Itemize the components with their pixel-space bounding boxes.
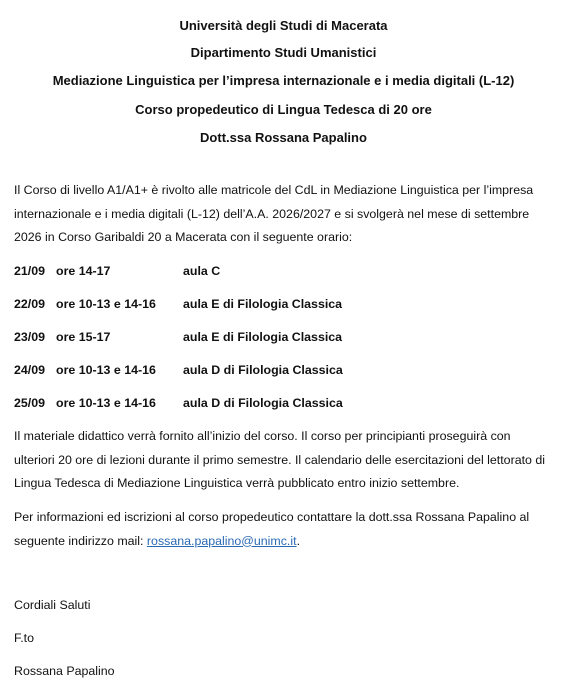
closing-greeting: Cordiali Saluti bbox=[14, 598, 91, 612]
teacher-name: Dott.ssa Rossana Papalino bbox=[200, 130, 367, 145]
schedule-time: ore 14-17 bbox=[56, 264, 111, 278]
department-name: Dipartimento Studi Umanistici bbox=[190, 45, 377, 60]
materials-paragraph: Il materiale didattico verrà fornito all’inizio del corso. Il corso per principianti proseguirà con ulteriori 20 ore di lezioni durante il primo semestre. Il calendario delle esercitazioni del lettorato di Lingua Tedesca di Mediazione Linguistica verrà pubblicato entro inizio settembre. bbox=[14, 429, 546, 490]
course-title: Corso propedeutico di Lingua Tedesca di 20 ore bbox=[135, 102, 432, 117]
schedule-room: aula D di Filologia Classica bbox=[183, 396, 343, 410]
schedule-date: 23/09 bbox=[14, 330, 46, 344]
contact-text: Per informazioni ed iscrizioni al corso propedeutico contattare la dott.ssa Rossana Papalino al seguente indirizzo mail: bbox=[14, 510, 530, 548]
email-link[interactable]: rossana.papalino@unimc.it bbox=[146, 533, 297, 548]
schedule-room: aula D di Filologia Classica bbox=[183, 363, 343, 377]
intro-paragraph: Il Corso di livello A1/A1+ è rivolto alle matricole del CdL in Mediazione Linguistica per l’impresa internazionale e i media digitali (L-12) dell’A.A. 2026/2027 e si svolgerà nel mese di settembre 2026 in Corso Garibaldi 20 a Macerata con il seguente orario: bbox=[14, 183, 534, 244]
schedule-time: ore 10-13 e 14-16 bbox=[56, 297, 156, 311]
schedule-time: ore 15-17 bbox=[56, 330, 111, 344]
university-name: Università degli Studi di Macerata bbox=[179, 18, 388, 33]
closing-signed: F.to bbox=[14, 631, 34, 645]
schedule-time: ore 10-13 e 14-16 bbox=[56, 396, 156, 410]
schedule-date: 22/09 bbox=[14, 297, 46, 311]
schedule-date: 24/09 bbox=[14, 363, 46, 377]
schedule-row bbox=[14, 264, 554, 284]
schedule-row bbox=[14, 396, 554, 416]
schedule-row bbox=[14, 330, 554, 350]
schedule-row bbox=[14, 297, 554, 317]
contact-paragraph bbox=[14, 506, 554, 553]
schedule-date: 25/09 bbox=[14, 396, 46, 410]
schedule-time: ore 10-13 e 14-16 bbox=[56, 363, 156, 377]
schedule-room: aula E di Filologia Classica bbox=[183, 330, 343, 344]
schedule-room: aula C bbox=[183, 264, 221, 278]
contact-period: . bbox=[296, 533, 301, 548]
closing-name: Rossana Papalino bbox=[14, 664, 115, 678]
degree-name: Mediazione Linguistica per l’impresa internazionale e i media digitali (L-12) bbox=[52, 73, 515, 88]
schedule-row bbox=[14, 363, 554, 383]
schedule-date: 21/09 bbox=[14, 264, 46, 278]
schedule-room: aula E di Filologia Classica bbox=[183, 297, 343, 311]
